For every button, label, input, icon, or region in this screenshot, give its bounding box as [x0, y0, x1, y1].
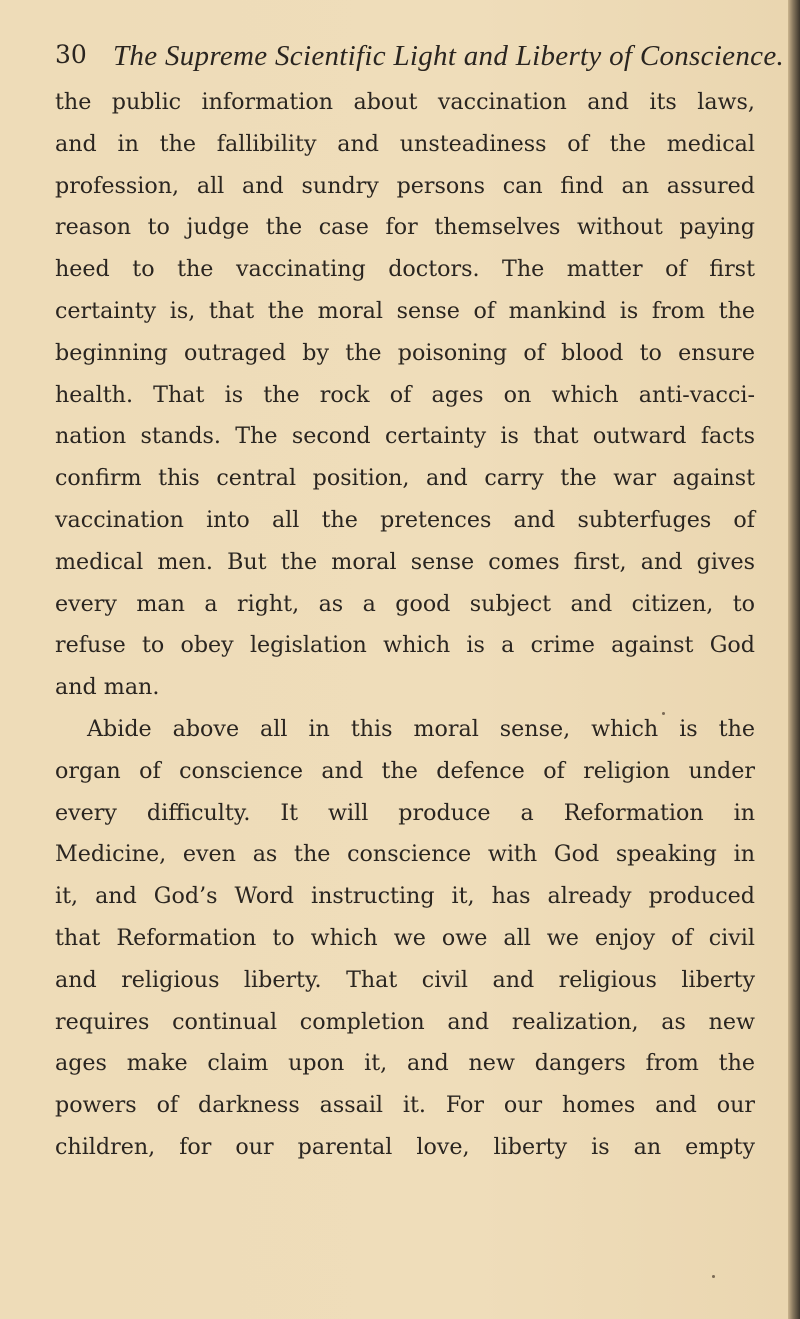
text-line: vaccination into all the pretences and subterfuges of: [55, 506, 755, 533]
text-line: heed to the vaccinating doctors. The matter of first: [55, 256, 755, 283]
paragraph: [55, 709, 755, 1169]
text-line: health. That is the rock of ages on which anti-vacci-: [55, 381, 755, 408]
text-line: profession, all and sundry persons can find an assured: [55, 172, 755, 199]
text-line: and in the fallibility and unsteadiness of the medical: [55, 130, 755, 157]
text-line: every difficulty. It will produce a Reformation in: [55, 799, 755, 826]
text-line: powers of darkness assail it. For our homes and our: [55, 1092, 755, 1119]
running-head: [55, 40, 785, 80]
text-line: medical men. But the moral sense comes first, and gives: [55, 548, 755, 575]
text-line: confirm this central position, and carry the war against: [55, 465, 755, 492]
text-line: Abide above all in this moral sense, which is the: [87, 715, 755, 742]
text-line: and religious liberty. That civil and religious liberty: [55, 966, 755, 993]
text-line: organ of conscience and the defence of religion under: [55, 757, 755, 784]
text-line: that Reformation to which we owe all we enjoy of civil: [55, 924, 755, 951]
paragraph: [55, 82, 755, 709]
text-line: certainty is, that the moral sense of mankind is from the: [55, 297, 755, 324]
text-line: beginning outraged by the poisoning of blood to ensure: [55, 339, 755, 366]
text-line: refuse to obey legislation which is a crime against God: [55, 632, 755, 659]
paper-speck: [712, 1275, 715, 1278]
page-number: 30: [55, 40, 87, 69]
text-line: requires continual completion and realization, as new: [55, 1008, 755, 1035]
body-text: [55, 82, 755, 1169]
text-line: every man a right, as a good subject and citizen, to: [55, 590, 755, 617]
text-line: it, and God’s Word instructing it, has already produced: [55, 883, 755, 910]
text-line: and man.: [55, 674, 160, 701]
text-line: Medicine, even as the conscience with God speaking in: [55, 841, 755, 868]
text-line: nation stands. The second certainty is that outward facts: [55, 423, 755, 450]
text-line: children, for our parental love, liberty is an empty: [55, 1133, 755, 1160]
paper-speck: [662, 712, 665, 715]
text-line: the public information about vaccination and its laws,: [55, 89, 755, 115]
page-edge-shadow: [788, 0, 800, 1319]
running-title: The Supreme Scientific Light and Liberty of Conscience.: [113, 40, 785, 72]
text-line: ages make claim upon it, and new dangers from the: [55, 1050, 755, 1077]
text-line: reason to judge the case for themselves without paying: [55, 214, 755, 241]
